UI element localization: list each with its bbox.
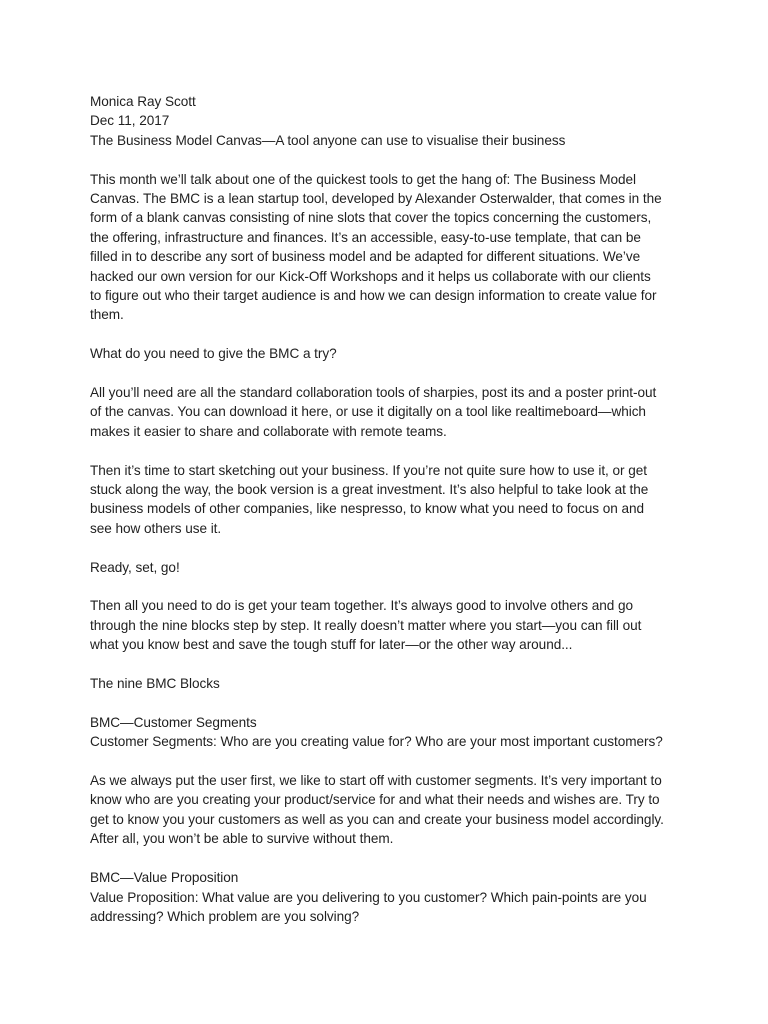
text-line: what you know best and save the tough stuff for later—or the other way around...: [90, 637, 573, 653]
text-line: through the nine blocks step by step. It really doesn’t matter where you start—you can fill out: [90, 617, 642, 633]
text-line: All you’ll need are all the standard collaboration tools of sharpies, post its and a poster print-out: [90, 385, 657, 401]
text-line: Value Proposition: What value are you delivering to you customer? Which pain-points are you: [90, 889, 647, 905]
text-line: hacked our own version for our Kick-Off Workshops and it helps us collaborate with our clients: [90, 268, 651, 284]
tools-paragraph: [90, 383, 690, 441]
text-line: get to know you your customers as well as you can and create your business model accordingly.: [90, 811, 664, 827]
text-line: As we always put the user first, we like to start off with customer segments. It’s very important to: [90, 773, 662, 789]
text-line: see how others use it.: [90, 520, 222, 536]
section-subheading: Customer Segments: Who are you creating value for? Who are your most important customers?: [90, 734, 663, 750]
text-line: makes it easier to share and collaborate with remote teams.: [90, 423, 447, 439]
value-proposition-section: [90, 868, 690, 926]
blocks-heading: The nine BMC Blocks: [90, 676, 220, 692]
customer-segments-section: [90, 713, 690, 752]
team-paragraph: [90, 596, 690, 654]
text-line: them.: [90, 307, 124, 323]
text-line: After all, you won’t be able to survive without them.: [90, 831, 394, 847]
text-line: know who are you creating your product/service for and what their needs and wishes are. Try to: [90, 792, 660, 808]
text-line: to figure out who their target audience is and how we can design information to create value for: [90, 288, 657, 304]
text-line: form of a blank canvas consisting of nine slots that cover the topics concerning the customers,: [90, 210, 652, 226]
text-line: stuck along the way, the book version is a great investment. It’s also helpful to take look at the: [90, 482, 649, 498]
section-heading: BMC—Customer Segments: [90, 714, 257, 730]
article-title: The Business Model Canvas—A tool anyone can use to visualise their business: [90, 132, 566, 148]
text-line: Then it’s time to start sketching out your business. If you’re not quite sure how to use it, or get: [90, 462, 647, 478]
sketch-paragraph: [90, 461, 690, 539]
text-line: the offering, infrastructure and finances. It’s an accessible, easy-to-use template, that can be: [90, 229, 641, 245]
text-line: of the canvas. You can download it here, or use it digitally on a tool like realtimeboard—which: [90, 404, 646, 420]
publish-date: Dec 11, 2017: [90, 113, 170, 129]
document-page: [90, 92, 690, 926]
text-line: business models of other companies, like nespresso, to know what you need to focus on and: [90, 501, 644, 517]
text-line: Then all you need to do is get your team together. It’s always good to involve others and go: [90, 598, 634, 614]
text-line: Canvas. The BMC is a lean startup tool, developed by Alexander Osterwalder, that comes in the: [90, 191, 662, 207]
document-header: [90, 92, 690, 150]
author-name: Monica Ray Scott: [90, 94, 196, 109]
ready-heading: Ready, set, go!: [90, 559, 180, 575]
customer-segments-paragraph: [90, 771, 690, 849]
text-line: This month we’ll talk about one of the quickest tools to get the hang of: The Business Model: [90, 171, 637, 187]
question-heading: What do you need to give the BMC a try?: [90, 346, 337, 362]
section-heading: BMC—Value Proposition: [90, 870, 239, 886]
intro-paragraph: [90, 170, 690, 325]
spacer: [90, 150, 690, 169]
text-line: filled in to describe any sort of business model and be adapted for different situations. We’ve: [90, 249, 641, 265]
text-line: addressing? Which problem are you solving?: [90, 908, 360, 924]
